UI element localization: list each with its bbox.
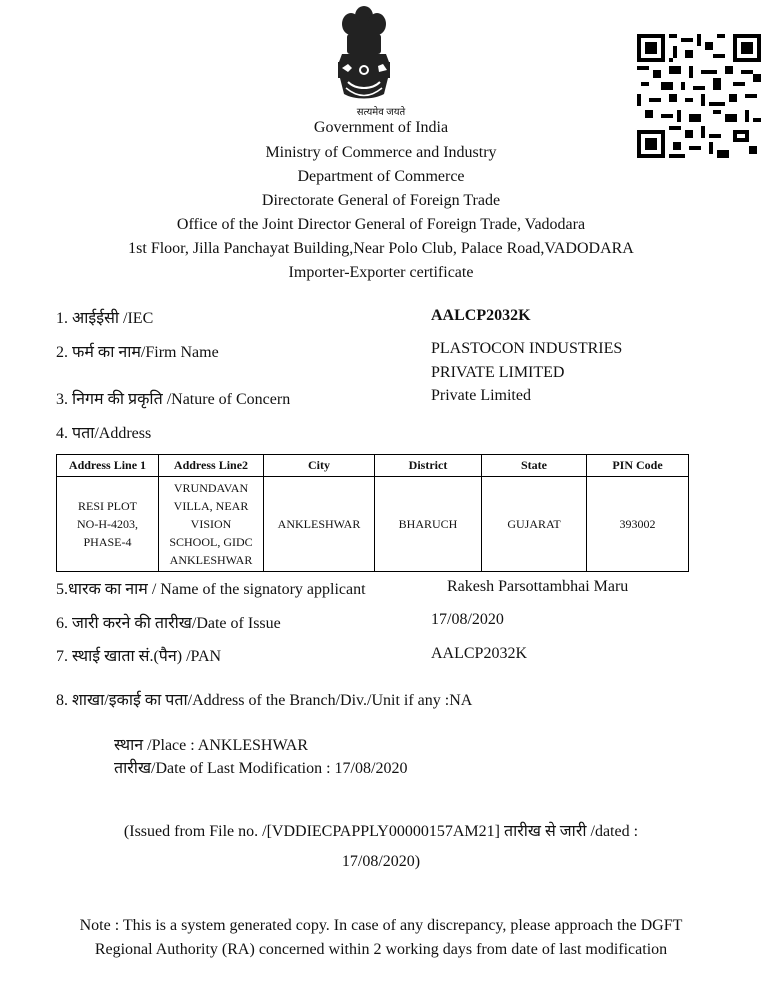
header-district: District xyxy=(375,455,482,477)
signatory-value: Rakesh Parsottambhai Maru xyxy=(447,578,629,595)
header-pin: PIN Code xyxy=(587,455,689,477)
iec-label: 1. आईईसी /IEC xyxy=(56,310,154,327)
nature-value: Private Limited xyxy=(431,387,531,404)
national-emblem-icon xyxy=(334,2,394,110)
note-line1: Note : This is a system generated copy. In case of any discrepancy, please approach the DGFT xyxy=(79,917,683,934)
header-line-5: Office of the Joint Director General of Foreign Trade, Vadodara xyxy=(176,216,586,233)
cell-address-line2: VRUNDAVAN VILLA, NEAR VISION SCHOOL, GIDC ANKLESHWAR xyxy=(159,477,264,572)
issue-date-label: 6. जारी करने की तारीख/Date of Issue xyxy=(56,615,281,632)
header-state: State xyxy=(482,455,587,477)
emblem-motto: सत्यमेव जयते xyxy=(356,107,406,118)
pan-label: 7. स्थाई खाता सं.(पैन) /PAN xyxy=(56,648,222,665)
branch-address-label: 8. शाखा/इकाई का पता/Address of the Branch/Div./Unit if any :NA xyxy=(56,692,473,709)
issued-from-line1: (Issued from File no. /[VDDIECPAPPLY00000157AM21] तारीख से जारी /dated : xyxy=(123,823,639,840)
issued-from-line2: 17/08/2020) xyxy=(341,853,421,870)
address-label: 4. पता/Address xyxy=(56,425,152,442)
cell-city: ANKLESHWAR xyxy=(264,477,375,572)
header-line-6: 1st Floor, Jilla Panchayat Building,Near Polo Club, Palace Road,VADODARA xyxy=(128,240,634,257)
cell-address-line1: RESI PLOT NO-H-4203, PHASE-4 xyxy=(57,477,159,572)
header-address-line2: Address Line2 xyxy=(159,455,264,477)
signatory-label: 5.धारक का नाम / Name of the signatory applicant xyxy=(56,581,366,598)
qr-code xyxy=(637,33,761,159)
last-modification-date: तारीख/Date of Last Modification : 17/08/2020 xyxy=(114,760,408,777)
firm-name-value-line1: PLASTOCON INDUSTRIES xyxy=(431,340,623,357)
cell-district: BHARUCH xyxy=(375,477,482,572)
header-line-4: Directorate General of Foreign Trade xyxy=(261,192,501,209)
cell-pin: 393002 xyxy=(587,477,689,572)
nature-label: 3. निगम की प्रकृति /Nature of Concern xyxy=(56,391,291,408)
address-table xyxy=(56,454,689,572)
certificate-title: Importer-Exporter certificate xyxy=(288,264,474,281)
header-line-1: Government of India xyxy=(313,119,449,136)
header-address-line1: Address Line 1 xyxy=(57,455,159,477)
note-line2: Regional Authority (RA) concerned within 2 working days from date of last modification xyxy=(94,941,668,958)
header-line-3: Department of Commerce xyxy=(297,168,465,185)
iec-value: AALCP2032K xyxy=(431,307,531,324)
header-line-2: Ministry of Commerce and Industry xyxy=(265,144,497,161)
address-table-header-row xyxy=(57,455,689,477)
firm-name-value-line2: PRIVATE LIMITED xyxy=(431,364,565,381)
header-city: City xyxy=(264,455,375,477)
firm-name-label: 2. फर्म का नाम/Firm Name xyxy=(56,344,219,361)
address-table-row xyxy=(57,477,689,572)
issue-date-value: 17/08/2020 xyxy=(431,611,504,628)
cell-state: GUJARAT xyxy=(482,477,587,572)
pan-value: AALCP2032K xyxy=(431,645,528,662)
place: स्थान /Place : ANKLESHWAR xyxy=(114,737,309,754)
